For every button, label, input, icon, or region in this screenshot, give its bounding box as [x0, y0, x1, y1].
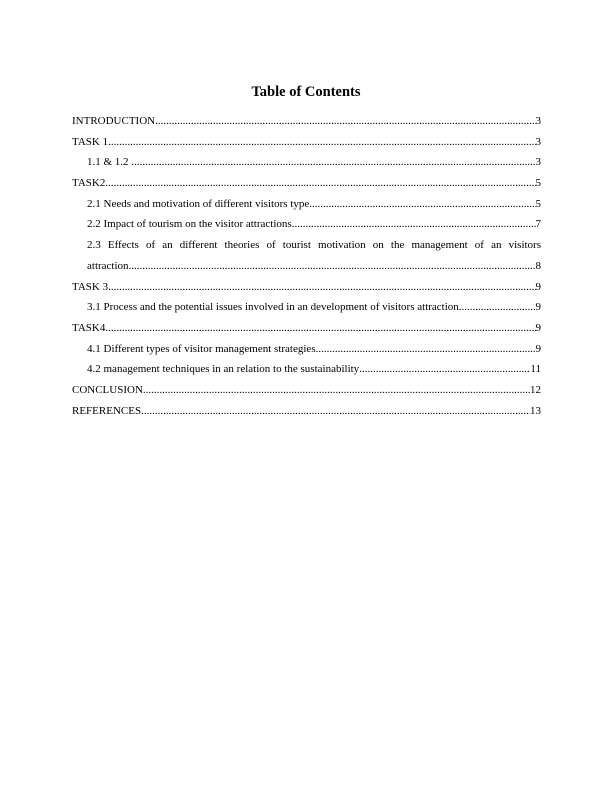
toc-entry-page: 9: [535, 280, 541, 293]
toc-entry-label: TASK 3: [72, 280, 109, 293]
dot-leader: [105, 173, 535, 193]
toc-entry-label: 3.1 Process and the potential issues involved in an development of visitors attraction: [87, 301, 459, 314]
toc-entry-page: 9: [535, 321, 541, 334]
toc-entry-1-1-1-2[interactable]: [72, 152, 541, 173]
dot-leader: [108, 277, 535, 297]
toc-entry-conclusion[interactable]: [72, 380, 541, 401]
toc-entry-task-1[interactable]: [72, 132, 541, 153]
dot-leader: [141, 401, 530, 421]
toc-entry-4-2[interactable]: [72, 359, 541, 380]
toc-entry-label: TASK2: [72, 177, 106, 190]
toc-entry-label: INTRODUCTION: [72, 115, 156, 127]
toc-entry-label: 2.1 Needs and motivation of different visitors type: [87, 197, 310, 210]
toc-entry-2-1[interactable]: [72, 194, 541, 215]
toc-entry-3-1[interactable]: [72, 297, 541, 318]
toc-entry-task-3[interactable]: [72, 277, 541, 298]
toc-entry-2-3[interactable]: [72, 235, 541, 276]
dot-leader: [131, 152, 535, 172]
toc-entry-2-2[interactable]: [72, 214, 541, 235]
toc-entry-label: TASK4: [72, 321, 106, 334]
dot-leader: [129, 256, 536, 276]
toc-title: Table of Contents: [251, 84, 361, 100]
dot-leader: [105, 318, 535, 338]
toc-entry-page: 5: [535, 197, 541, 210]
toc-entry-references[interactable]: [72, 401, 541, 422]
toc-entry-introduction[interactable]: [72, 111, 541, 132]
toc-entry-page: 3: [535, 115, 541, 127]
toc-entry-label: 2.2 Impact of tourism on the visitor attractions: [87, 218, 292, 231]
dot-leader: [459, 297, 536, 317]
toc-entry-page: 9: [535, 301, 541, 314]
dot-leader: [155, 111, 535, 131]
dot-leader: [309, 194, 535, 214]
toc-entry-label: CONCLUSION: [72, 383, 143, 396]
table-of-contents: [72, 111, 541, 421]
toc-entry-page: 7: [535, 218, 541, 231]
toc-entry-task-4[interactable]: [72, 318, 541, 339]
dot-leader: [359, 359, 530, 379]
dot-leader: [316, 339, 536, 359]
toc-entry-page: 9: [535, 342, 541, 355]
toc-entry-4-1[interactable]: [72, 339, 541, 360]
toc-entry-task-2[interactable]: [72, 173, 541, 194]
toc-entry-page: 11: [530, 363, 541, 376]
toc-entry-label-line1: 2.3 Effects of an different theories of tourist motivation on the management of an visitors: [87, 239, 541, 252]
toc-entry-page: 5: [535, 177, 541, 190]
toc-entry-label: 4.2 management techniques in an relation to the sustainability: [87, 363, 360, 376]
dot-leader: [292, 214, 536, 234]
toc-entry-page: 8: [535, 259, 541, 272]
dot-leader: [108, 132, 535, 152]
toc-entry-label: 4.1 Different types of visitor management strategies: [87, 342, 316, 355]
toc-entry-label: 1.1 & 1.2: [87, 156, 132, 169]
toc-entry-page: 3: [535, 156, 541, 169]
toc-entry-page: 3: [535, 135, 541, 148]
toc-entry-label: TASK 1: [72, 135, 109, 148]
toc-entry-label: REFERENCES: [72, 404, 142, 417]
toc-entry-page: 13: [530, 404, 541, 417]
toc-entry-page: 12: [530, 383, 541, 396]
toc-entry-label-line2: attraction: [87, 259, 129, 272]
dot-leader: [143, 380, 530, 400]
